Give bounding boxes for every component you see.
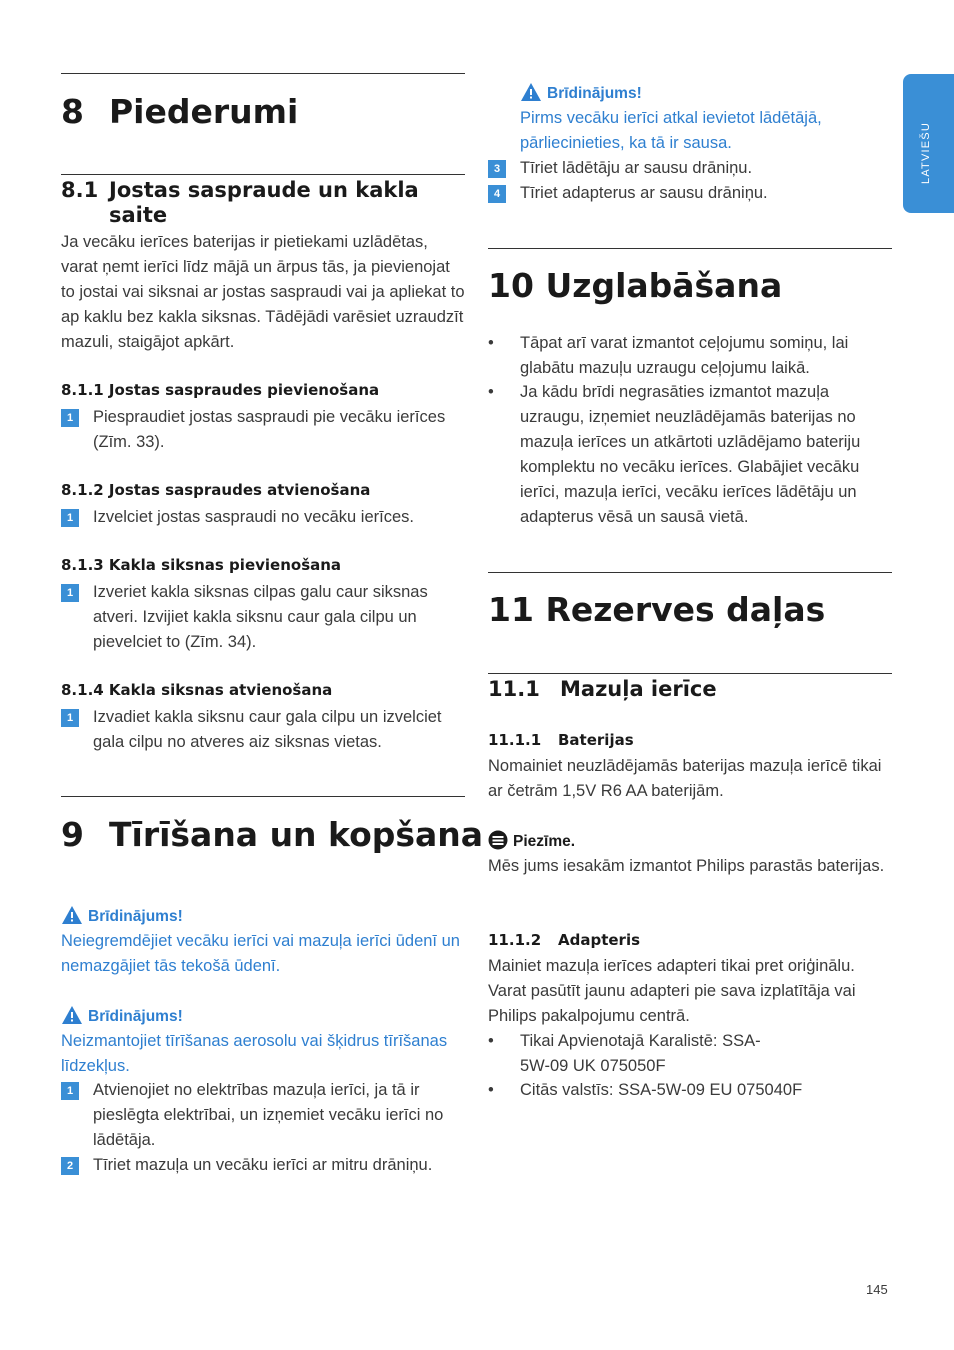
section-8-1-intro: Ja vecāku ierīces baterijas ir pietiekami uzlādētas, varat ņemt ierīci līdz mājā un ārpus tās, ja pievienojat to jostai vai siksnai ar jostas saspraudi vai ja apliekat to ap kaklu bez kakla siksnas. Tādējādi varēsiet uzraudzīt mazuli, staigājot apkārt. (61, 233, 465, 351)
chapter-11-heading: 11 Rezerves daļas (488, 590, 826, 629)
subsection-11-1-1-text: Nomainiet neuzlādējamās baterijas mazuļa ierīcē tikai ar četrām 1,5V R6 AA baterijām. (488, 757, 882, 800)
chapter-10-heading: 10 Uzglabāšana (488, 266, 783, 305)
step-number-badge: 1 (61, 584, 79, 602)
note-icon (488, 830, 508, 850)
warning-title: Brīdinājums! (61, 905, 183, 927)
list-item: • Citās valstīs: SSA-5W-09 EU 075040F (488, 1078, 892, 1103)
step-text: Tīriet adapterus ar sausu drāniņu. (520, 184, 768, 202)
subsection-8-1-3-heading: 8.1.3 Kakla siksnas pievienošana (61, 556, 342, 574)
step-text: Izvadiet kakla siksnu caur gala cilpu un izvelciet gala cilpu no atveres aiz siksnas vietas. (93, 708, 442, 751)
subsection-11-1-1-heading: 11.1.1 Baterijas (488, 731, 634, 749)
section-rule (488, 673, 892, 674)
list-item: • Tikai Apvienotajā Karalistē: SSA-5W-09 UK 075050F (488, 1029, 788, 1079)
step-number-badge: 1 (61, 709, 79, 727)
warning-title: Brīdinājums! (61, 1005, 183, 1027)
step-number-badge: 1 (61, 1082, 79, 1100)
step-text: Tīriet lādētāju ar sausu drāniņu. (520, 159, 753, 177)
step-item (61, 505, 465, 530)
chapter-9-heading: 9 Tīrīšana un kopšana (61, 815, 484, 854)
step-item (61, 580, 465, 655)
note-title: Piezīme. (488, 830, 575, 852)
subsection-8-1-1-heading: 8.1.1 Jostas saspraudes pievienošana (61, 381, 380, 399)
list-item: • Ja kādu brīdi negrasāties izmantot mazuļa uzraugu, izņemiet neuzlādējamās baterijas no mazuļa ierīces un atkārtoti uzlādējamo bateriju komplektu no vecāku ierīces. Glabājiet vecāku ierīci, mazuļa ierīci, vecāku ierīces lādētāju un adapterus vēsā un sausā vietā. (488, 380, 892, 530)
bullet-dot: • (488, 383, 494, 401)
chapter-rule (488, 248, 892, 249)
chapter-rule (61, 796, 465, 797)
bullet-dot: • (488, 1032, 494, 1050)
chapter-rule (488, 572, 892, 573)
step-text: Piespraudiet jostas saspraudi pie vecāku ierīces (Zīm. 33). (93, 408, 446, 451)
language-side-tab (903, 74, 954, 213)
chapter-rule (61, 73, 465, 74)
step-text: Atvienojiet no elektrības mazuļa ierīci, ja tā ir pieslēgta elektrībai, un izņemiet vecāku ierīci no lādētāja. (93, 1081, 444, 1149)
warning-icon (520, 82, 542, 102)
warning-title: Brīdinājums! (520, 82, 642, 104)
bullet-dot: • (488, 334, 494, 352)
step-item (61, 1153, 465, 1178)
step-item (61, 405, 465, 455)
warning-text: Neizmantojiet tīrīšanas aerosolu vai šķidrus tīrīšanas līdzekļus. (61, 1032, 448, 1075)
warning-text: Pirms vecāku ierīci atkal ievietot lādētājā, pārliecinieties, ka tā ir sausa. (520, 109, 822, 152)
page-number: 145 (866, 1282, 888, 1297)
step-number-badge: 1 (61, 409, 79, 427)
step-text: Izveriet kakla siksnas cilpas galu caur siksnas atveri. Izvijiet kakla siksnu caur gala cilpu un pievelciet to (Zīm. 34). (93, 583, 428, 651)
step-text: Tīriet mazuļa un vecāku ierīci ar mitru drāniņu. (93, 1156, 433, 1174)
step-number-badge: 2 (61, 1157, 79, 1175)
subsection-8-1-2-heading: 8.1.2 Jostas saspraudes atvienošana (61, 481, 371, 499)
list-item: • Tāpat arī varat izmantot ceļojumu somiņu, lai glabātu mazuļu uzraugu ceļojumu laikā. (488, 331, 892, 381)
note-text: Mēs jums iesakām izmantot Philips parastās baterijas. (488, 857, 885, 875)
step-item (488, 156, 892, 181)
subsection-11-1-2-heading: 11.1.2 Adapteris (488, 931, 641, 949)
step-text: Izvelciet jostas saspraudi no vecāku ierīces. (93, 508, 414, 526)
subsection-8-1-4-heading: 8.1.4 Kakla siksnas atvienošana (61, 681, 333, 699)
bullet-dot: • (488, 1081, 494, 1099)
step-item (61, 1078, 465, 1153)
step-item (488, 181, 892, 206)
section-rule (61, 174, 465, 175)
step-number-badge: 4 (488, 185, 506, 203)
warning-icon (61, 905, 83, 925)
step-number-badge: 3 (488, 160, 506, 178)
chapter-8-heading: 8 Piederumi (61, 92, 299, 131)
section-8-1-heading: 8.1 Jostas saspraude un kakla saite (61, 178, 419, 227)
warning-icon (61, 1005, 83, 1025)
subsection-11-1-2-text: Mainiet mazuļa ierīces adapteri tikai pret oriģinālu. Varat pasūtīt jaunu adapteri pie sava izplatītāja vai Philips pakalpojumu centrā. (488, 957, 856, 1025)
language-label: LATVIEŠU (920, 122, 932, 184)
section-11-1-heading: 11.1 Mazuļa ierīce (488, 677, 717, 701)
warning-text: Neiegremdējiet vecāku ierīci vai mazuļa ierīci ūdenī un nemazgājiet tās tekošā ūdenī. (61, 932, 460, 975)
step-item (61, 705, 465, 755)
step-number-badge: 1 (61, 509, 79, 527)
